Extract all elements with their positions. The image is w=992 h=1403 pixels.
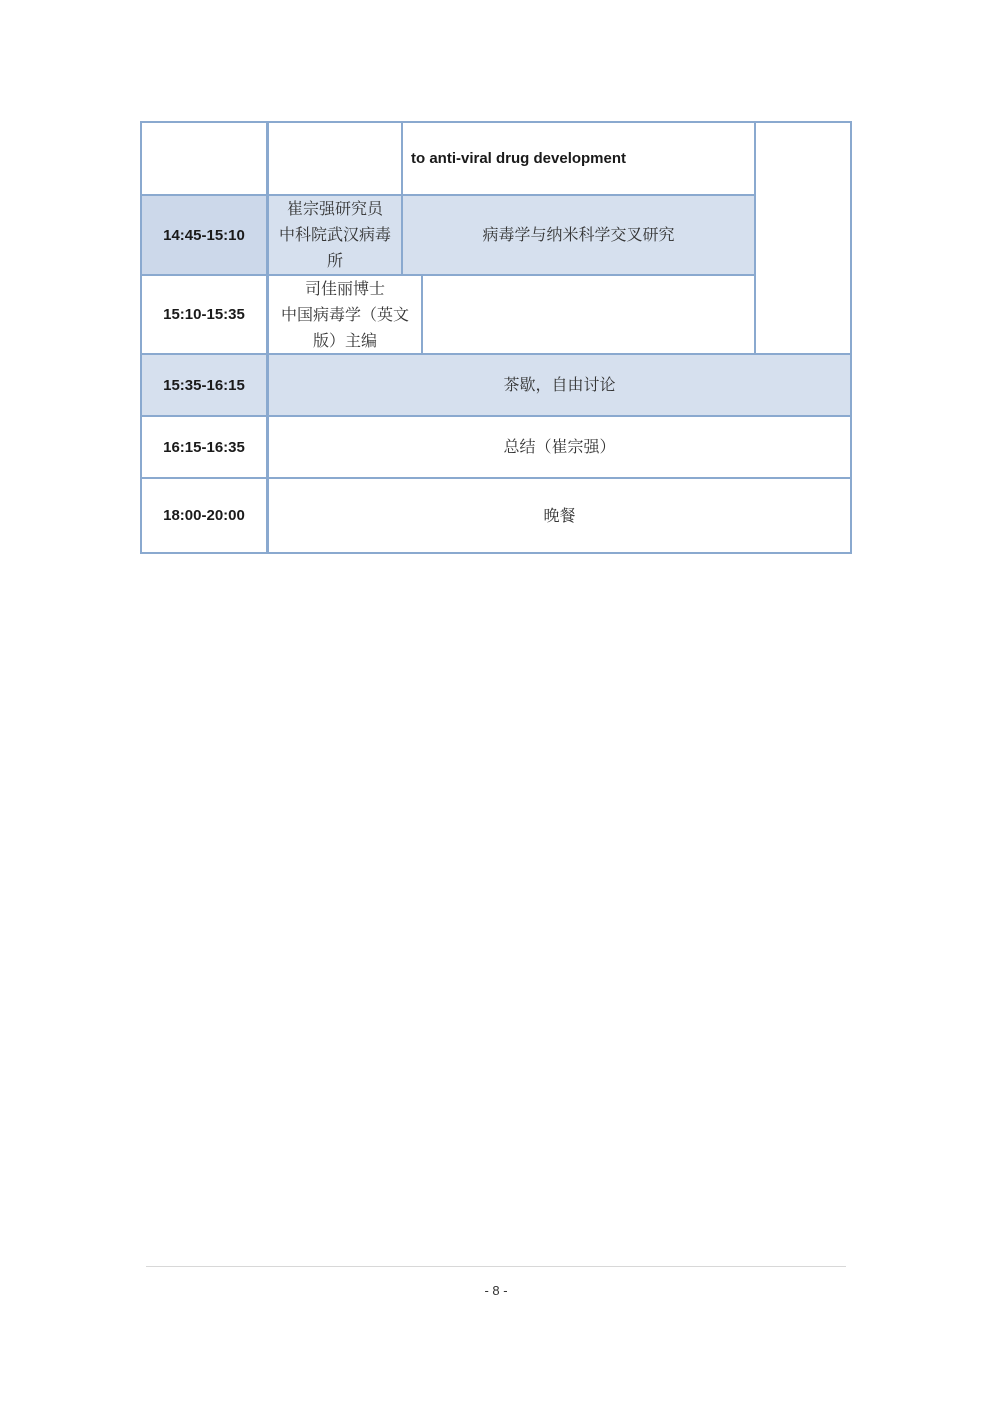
speaker-cell: 司佳丽博士 中国病毒学（英文版）主编 bbox=[269, 276, 423, 355]
speaker-cell bbox=[269, 121, 403, 196]
time-cell: 16:15-16:35 bbox=[140, 417, 269, 479]
time-cell: 15:35-16:15 bbox=[140, 353, 269, 417]
footer-divider bbox=[146, 1266, 846, 1267]
page-number: - 8 - bbox=[484, 1283, 508, 1298]
time-cell: 18:00-20:00 bbox=[140, 479, 269, 554]
time-cell: 15:10-15:35 bbox=[140, 276, 269, 355]
time-cell bbox=[140, 121, 269, 196]
chair-cell bbox=[756, 121, 852, 355]
schedule-table bbox=[140, 121, 852, 554]
talk-title-cell bbox=[423, 276, 756, 355]
activity-cell: 晚餐 bbox=[269, 479, 852, 554]
talk-title-cell: 病毒学与纳米科学交叉研究 bbox=[403, 196, 756, 276]
activity-cell: 茶歇，自由讨论 bbox=[269, 353, 852, 417]
time-cell: 14:45-15:10 bbox=[140, 196, 269, 276]
talk-title-cell: to anti-viral drug development bbox=[403, 121, 756, 196]
speaker-cell: 崔宗强研究员 中科院武汉病毒所 bbox=[269, 196, 403, 276]
activity-cell: 总结（崔宗强） bbox=[269, 417, 852, 479]
